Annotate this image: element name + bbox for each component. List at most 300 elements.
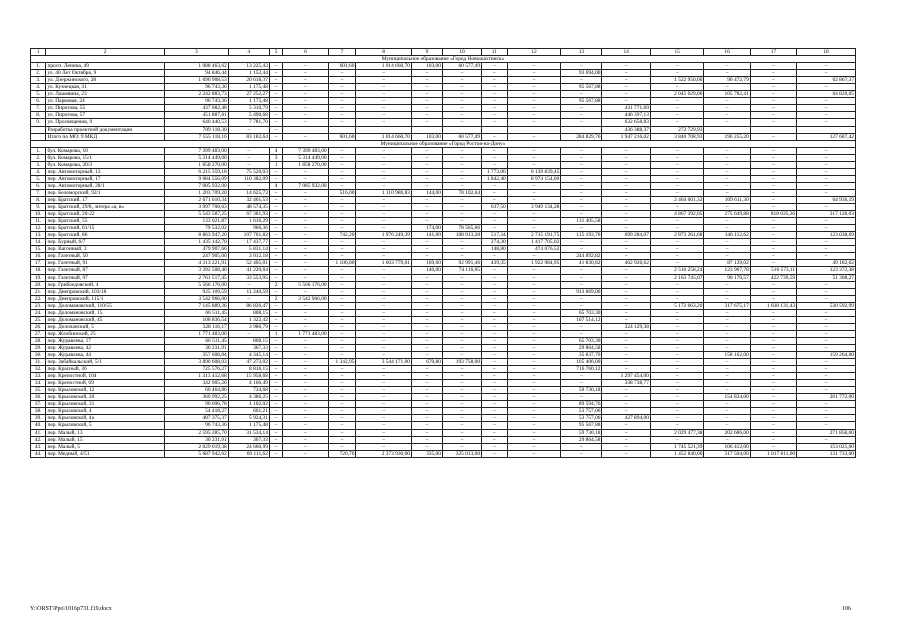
value-cell: – [650,359,704,366]
value-cell: 439,35 [482,260,508,267]
row-number-cell [31,133,46,140]
value-cell: 3 544 171,00 [356,359,412,366]
value-cell: – [482,267,508,274]
address-cell: пер. Жлобинский, 25 [46,330,164,337]
value-cell: – [283,175,328,182]
value-cell: 742,20 [328,232,356,239]
value-cell: 78 102,64 [442,189,481,196]
value-cell: – [482,77,508,84]
value-cell: – [442,443,481,450]
table-row [31,126,856,133]
address-cell: пер. Журавлева, 44 [46,352,164,359]
value-cell: – [412,288,443,295]
value-cell: – [602,70,650,77]
value-cell: – [602,154,650,161]
row-number-cell: 1. [31,63,46,70]
value-cell: 8 974 154,00 [507,175,561,182]
value-cell: – [482,316,508,323]
value-cell: – [412,316,443,323]
value-cell: – [269,309,282,316]
value-cell: – [283,77,328,84]
value-cell: – [507,422,561,429]
value-cell: 2 [269,281,282,288]
value-cell: 196 255,20 [704,133,750,140]
value-cell: 96 743,36 [164,98,228,105]
value-cell: – [412,84,443,91]
value-cell: 92 991,46 [442,260,481,267]
value-cell: – [228,182,269,189]
value-cell: 15 958,68 [228,373,269,380]
value-cell: 64 820,05 [797,91,856,98]
value-cell: – [704,281,750,288]
value-cell: 2 029 619,38 [164,443,228,450]
value-cell: – [650,189,704,196]
address-cell: бул. Комарова, 15/1 [46,154,164,161]
value-cell: – [328,316,356,323]
address-cell: пер. Газетный, 97 [46,274,164,281]
value-cell: 201 772,00 [797,394,856,401]
value-cell: 716 760,12 [561,366,602,373]
value-cell: – [750,182,796,189]
value-cell: – [561,211,602,218]
value-cell: – [283,288,328,295]
value-cell: – [269,84,282,91]
address-cell: Разработка проектной документации [46,126,164,133]
column-number-header: 12 [507,49,561,56]
value-cell: 1 038 131,43 [750,302,796,309]
value-cell: – [602,77,650,84]
value-cell: – [283,436,328,443]
value-cell: – [797,63,856,70]
value-cell: 41 220,84 [228,267,269,274]
value-cell: 5 310,79 [228,105,269,112]
value-cell: – [482,323,508,330]
value-cell: – [650,154,704,161]
value-cell: – [442,105,481,112]
value-cell: – [650,70,704,77]
value-cell: – [356,161,412,168]
value-cell: – [602,422,650,429]
table-row [31,436,856,443]
value-cell: – [507,366,561,373]
value-cell: 107 701,82 [228,232,269,239]
value-cell: – [283,98,328,105]
table-row [31,105,856,112]
value-cell: – [412,154,443,161]
value-cell: 1 858 270,00 [283,161,328,168]
value-cell: – [482,450,508,457]
value-cell: – [442,204,481,211]
value-cell: – [283,450,328,457]
value-cell: 661,21 [228,408,269,415]
value-cell: 517,34 [482,232,508,239]
value-cell: – [482,182,508,189]
table-row [31,415,856,422]
value-cell: – [482,274,508,281]
value-cell: – [356,204,412,211]
value-cell: – [228,147,269,154]
value-cell: 93 694,00 [561,70,602,77]
value-cell: 5 924,31 [228,415,269,422]
value-cell: – [561,380,602,387]
table-row [31,168,856,175]
value-cell: – [507,316,561,323]
value-cell: 64 936,19 [797,196,856,203]
value-cell: – [561,450,602,457]
value-cell: – [750,119,796,126]
value-cell: 108 913,28 [442,232,481,239]
value-cell: 1 152,44 [228,70,269,77]
value-cell: 3 542 966,00 [283,295,328,302]
value-cell: – [283,253,328,260]
value-cell: – [561,196,602,203]
value-cell: – [482,63,508,70]
value-cell: – [750,373,796,380]
value-cell: – [750,196,796,203]
value-cell: 1 088 463,62 [164,63,228,70]
value-cell: – [269,366,282,373]
value-cell: 30 231,91 [164,436,228,443]
value-cell: 83 182,64 [228,133,269,140]
value-cell: – [561,295,602,302]
value-cell: – [356,415,412,422]
value-cell: 7 399 483,00 [164,147,228,154]
value-cell: – [482,196,508,203]
value-cell: – [269,91,282,98]
value-cell: – [356,387,412,394]
value-cell: – [704,70,750,77]
value-cell: – [269,225,282,232]
value-cell: – [283,112,328,119]
value-cell: 2 [269,295,282,302]
value-cell: – [561,267,602,274]
value-cell: – [442,147,481,154]
value-cell: 720,70 [328,450,356,457]
value-cell: 5 543 587,25 [164,211,228,218]
value-cell: – [328,70,356,77]
data-table [30,48,856,458]
value-cell: – [328,323,356,330]
value-cell: – [356,429,412,436]
value-cell: 169,00 [412,260,443,267]
value-cell: 1 976 249,39 [356,232,412,239]
row-number-cell: 32. [31,366,46,373]
column-number-header: 13 [561,49,602,56]
value-cell: – [442,98,481,105]
value-cell: 284 829,76 [561,133,602,140]
value-cell: – [328,443,356,450]
value-cell: – [482,281,508,288]
address-cell: пер. Крыловской, 5 [46,422,164,429]
value-cell: – [269,63,282,70]
value-cell: – [750,429,796,436]
value-cell [412,126,443,133]
row-number-cell: 22. [31,295,46,302]
value-cell: 317 675,17 [704,302,750,309]
value-cell: – [412,253,443,260]
value-cell: – [704,175,750,182]
value-cell: – [412,112,443,119]
address-cell: пер. Братский, 55 [46,218,164,225]
value-cell [482,126,508,133]
value-cell: – [269,232,282,239]
value-cell: – [797,84,856,91]
section-title: Муниципальное образование «Город Ростов-на-Дону» [31,140,856,147]
value-cell: – [442,387,481,394]
value-cell: – [704,105,750,112]
value-cell: – [328,98,356,105]
value-cell: – [602,63,650,70]
value-cell: – [750,204,796,211]
value-cell: – [750,281,796,288]
address-cell: пер. Братский, 20-22 [46,211,164,218]
value-cell: – [704,401,750,408]
value-cell: – [650,168,704,175]
value-cell: – [412,98,443,105]
value-cell: – [507,133,561,140]
value-cell: 335,00 [412,450,443,457]
value-cell: – [650,105,704,112]
value-cell: – [602,182,650,189]
value-cell: – [482,218,508,225]
value-cell: 1 322,42 [228,316,269,323]
value-cell: – [356,337,412,344]
value-cell: – [507,337,561,344]
value-cell: – [561,175,602,182]
value-cell: – [750,344,796,351]
value-cell: 275 649,88 [704,211,750,218]
value-cell: – [356,196,412,203]
value-cell: – [704,415,750,422]
row-number-cell: 40. [31,422,46,429]
value-cell: – [442,168,481,175]
value-cell: – [442,422,481,429]
value-cell: – [283,401,328,408]
value-cell: – [412,337,443,344]
value-cell: – [797,112,856,119]
value-cell: – [482,373,508,380]
value-cell: – [704,246,750,253]
address-cell: бул. Комарова, 20/3 [46,161,164,168]
value-cell: – [442,253,481,260]
row-number-cell: 10. [31,211,46,218]
value-cell: – [269,204,282,211]
value-cell: 90 170,57 [704,274,750,281]
value-cell: 65 703,30 [561,337,602,344]
value-cell: – [650,218,704,225]
value-cell: 60 577,49 [442,63,481,70]
value-cell: 274,30 [482,239,508,246]
value-cell: – [356,316,412,323]
value-cell: – [507,429,561,436]
address-cell: пер. Медный, 4/51 [46,450,164,457]
value-cell: 474 076,52 [507,246,561,253]
value-cell: – [750,387,796,394]
value-cell: – [283,91,328,98]
value-cell: – [704,189,750,196]
value-cell: – [482,394,508,401]
value-cell: – [412,161,443,168]
value-cell: – [412,239,443,246]
value-cell: 2 873 261,68 [650,232,704,239]
value-cell: – [561,394,602,401]
value-cell: – [797,316,856,323]
value-cell: 90 696,78 [164,401,228,408]
value-cell: – [412,380,443,387]
value-cell: – [328,84,356,91]
value-cell: 146 112,62 [704,232,750,239]
column-number-header: 6 [283,49,328,56]
value-cell: 75 520,03 [228,168,269,175]
value-cell: – [412,119,443,126]
value-cell: – [507,274,561,281]
value-cell: 107 514,12 [561,316,602,323]
value-cell: – [650,352,704,359]
value-cell: – [602,84,650,91]
value-cell: 9 084 556,09 [164,175,228,182]
value-cell: – [704,316,750,323]
value-cell: – [750,443,796,450]
table-row [31,189,856,196]
value-cell: – [561,105,602,112]
value-cell: – [507,91,561,98]
value-cell: – [356,352,412,359]
value-cell: 925 109,59 [164,288,228,295]
table-row [31,225,856,232]
value-cell: – [283,218,328,225]
value-cell: – [482,147,508,154]
row-number-cell: 8. [31,196,46,203]
value-cell: 47 273,02 [228,359,269,366]
value-cell: 367,33 [228,436,269,443]
row-number-cell: 42. [31,436,46,443]
value-cell: – [269,105,282,112]
value-cell: – [507,154,561,161]
address-cell: ул. Лашевина, 23 [46,91,164,98]
value-cell: – [269,70,282,77]
value-cell: 105 406,00 [561,359,602,366]
value-cell: – [356,119,412,126]
value-cell: – [283,232,328,239]
table-row [31,253,856,260]
value-cell: – [412,182,443,189]
value-cell: – [328,204,356,211]
value-cell [704,126,750,133]
value-cell: – [704,288,750,295]
value-cell: – [704,63,750,70]
value-cell: 141,00 [412,232,443,239]
value-cell: – [650,253,704,260]
value-cell: 1 014 660,70 [356,133,412,140]
value-cell: – [750,330,796,337]
value-cell: – [412,211,443,218]
address-cell: бул. Комарова, 10 [46,147,164,154]
value-cell: – [228,281,269,288]
value-cell: – [482,366,508,373]
value-cell: 5 314 449,00 [283,154,328,161]
address-cell: пер. Малый, 13 [46,429,164,436]
address-cell: пер. Красный, 36 [46,366,164,373]
table-row [31,182,856,189]
value-cell: 487 375,37 [164,415,228,422]
value-cell: – [269,302,282,309]
value-cell: 20 618,37 [228,77,269,84]
value-cell: 725 576,27 [164,366,228,373]
value-cell: – [650,387,704,394]
row-number-cell: 14. [31,239,46,246]
value-cell: – [650,119,704,126]
value-cell: 35 837,70 [561,352,602,359]
value-cell: – [328,373,356,380]
value-cell: – [442,295,481,302]
value-cell: – [650,394,704,401]
value-cell: 7 145 889,26 [164,302,228,309]
value-cell: – [328,295,356,302]
address-cell: пер. Доломановский, 15 [46,309,164,316]
value-cell: – [356,422,412,429]
value-cell: 154 834,00 [704,394,750,401]
row-number-cell: 4. [31,84,46,91]
value-cell: – [482,98,508,105]
value-cell: – [442,77,481,84]
value-cell: 33 553,95 [228,274,269,281]
value-cell [283,126,328,133]
value-cell: – [442,380,481,387]
address-cell: ул. Дзержинского, 28 [46,77,164,84]
value-cell: – [356,239,412,246]
value-cell: – [328,352,356,359]
table-row [31,359,856,366]
value-cell: – [412,401,443,408]
value-cell: 1 313 412,68 [164,373,228,380]
value-cell: 7 781,70 [228,119,269,126]
value-cell: 2 029 477,38 [650,429,704,436]
row-number-cell: 3. [31,161,46,168]
value-cell: – [704,387,750,394]
address-cell: пер. Братский, 61/15 [46,225,164,232]
value-cell: 3 [269,154,282,161]
value-cell: – [269,274,282,281]
value-cell: – [442,119,481,126]
value-cell: – [650,401,704,408]
value-cell: – [750,98,796,105]
table-row [31,267,856,274]
value-cell: – [507,77,561,84]
value-cell: – [482,344,508,351]
value-cell: – [750,161,796,168]
address-cell: пер. Автомоторный, 28/1 [46,182,164,189]
value-cell: 3 949 134,28 [507,204,561,211]
value-cell: – [356,274,412,281]
value-cell: 670,80 [412,359,443,366]
value-cell: 123 372,38 [797,267,856,274]
table-row [31,422,856,429]
value-cell: – [356,408,412,415]
value-cell: – [750,380,796,387]
value-cell: – [442,394,481,401]
value-cell: – [269,168,282,175]
table-row [31,63,856,70]
value-cell: – [269,387,282,394]
value-cell: – [561,204,602,211]
value-cell: – [356,175,412,182]
value-cell: – [650,175,704,182]
value-cell: – [704,436,750,443]
value-cell: – [412,281,443,288]
value-cell: – [356,401,412,408]
address-cell: пер. Днепровский, 103/18 [46,288,164,295]
value-cell: – [283,105,328,112]
